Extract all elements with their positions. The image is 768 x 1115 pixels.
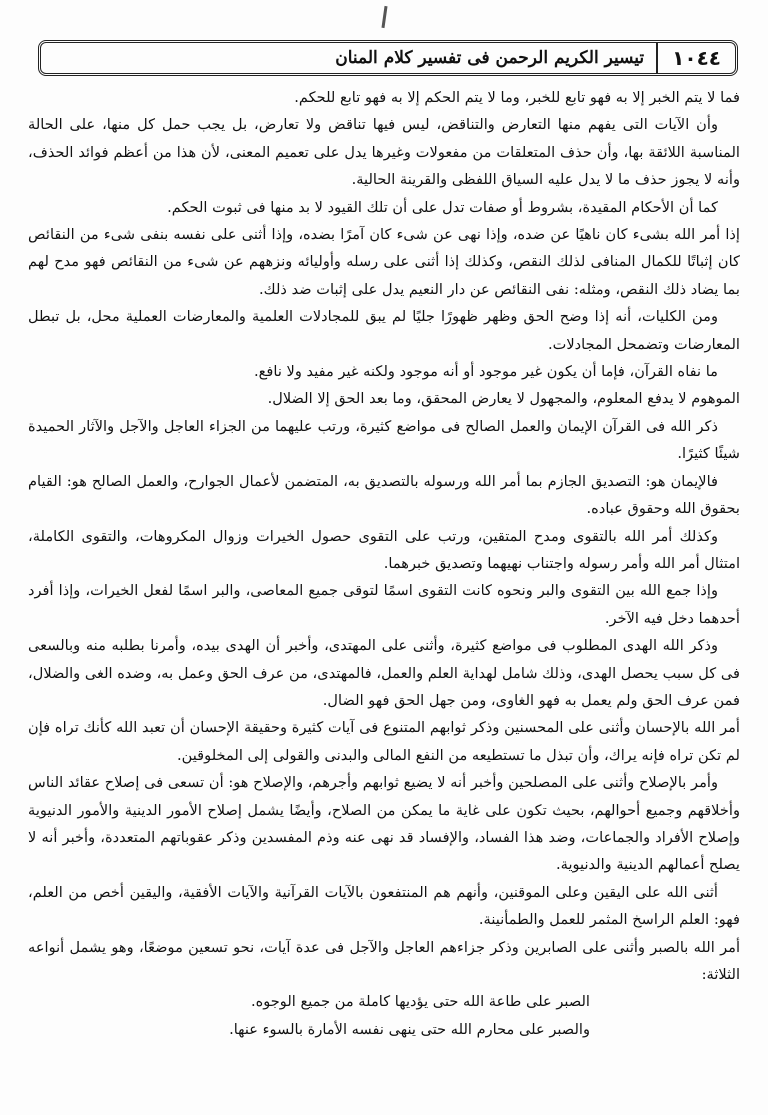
paragraph: وكذلك أمر الله بالتقوى ومدح المتقين، ورتب على التقوى حصول الخيرات وزوال المكروهات، والتقوى الكاملة، امتثال أمر الله وأمر رسوله واجتناب نهيهما وتصديق خبرهما. (28, 527, 740, 572)
paragraph: وإذا جمع الله بين التقوى والبر ونحوه كانت التقوى اسمًا لتوقى جميع المعاصى، والبر اسمًا لفعل الخيرات، وإذا أفرد أحدهما دخل فيه الآخر. (28, 582, 740, 627)
paragraph: وذكر الله الهدى المطلوب فى مواضع كثيرة، وأثنى على المهتدى، وأخبر أن الهدى بيده، وأمرنا بطلبه منه وبالسعى فى كل سبب يحصل الهدى، وذلك شامل لهداية العلم والعمل، فالمهتدى، من عرف الحق وعمل به، وضده الغى والضلال، فمن عرف الحق ولم يعمل به فهو الغاوى، ومن جهل الحق فهو الضال. (28, 637, 740, 709)
paragraph: وأن الآيات التى يفهم منها التعارض والتناقض، ليس فيها تناقض ولا تعارض، بل يجب حمل كل منها، على الحالة المناسبة اللائقة بها، وأن حذف المتعلقات من مفعولات وغيرها يدل على تعميم المعنى، لأن هذا من أعظم فوائد الحذف، وأنه لا يجوز حذف ما لا يدل عليه السياق اللفظى والقرينة الحالية. (28, 116, 740, 189)
paragraph: إذا أمر الله بشىء كان ناهيًا عن ضده، وإذا نهى عن شىء كان آمرًا بضده، وإذا أثنى على نفسه بنفى شىء من النقائص كان إثباتًا للكمال المنافى لذلك النقص، وكذلك إذا أثنى على رسله وأوليائه ونزههم عن شىء من النقائص فهو مدح لهم بما يضاد ذلك النقص، ومثله: نفى النقائص عن دار النعيم يدل على إثبات ضد ذلك. (28, 226, 740, 298)
paragraph: أثنى الله على اليقين وعلى الموقنين، وأنهم هم المنتفعون بالآيات القرآنية والآيات الأفقية، واليقين أخص من العلم، فهو: العلم الراسخ المثمر للعمل والطمأنينة. (28, 883, 740, 929)
paragraph: وأمر بالإصلاح وأثنى على المصلحين وأخبر أنه لا يضيع ثوابهم وأجرهم، والإصلاح هو: أن تسعى فى إصلاح عقائد الناس وأخلاقهم وجميع أحوالهم، بحيث تكون على غاية ما يمكن من الصلاح، وأيضًا يشمل إصلاح الأمور الدينية والأمور الدنيوية وإصلاح الأفراد والجماعات، وضد هذا الفساد، والإفساد قد نهى عنه وذم المفسدين وذكر عقوباتهم المتعددة، وأخبر أنه لا يصلح أعمالهم الدينية والدنيوية. (28, 774, 740, 874)
paragraph: ما نفاه القرآن، فإما أن يكون غير موجود أو أنه موجود ولكنه غير مفيد ولا نافع. (254, 363, 718, 381)
page-number: ١٠٤٤ (656, 43, 721, 73)
paragraph: أمر الله بالإحسان وأثنى على المحسنين وذكر ثوابهم المتنوع فى آيات كثيرة وحقيقة الإحسان أن تعبد الله كأنك تراه فإن لم تكن تراه فإنه يراك، وأن تبذل ما تستطيعه من النفع المالى والبدنى والقولى إلى المخلوقين. (28, 719, 740, 764)
paragraph: كما أن الأحكام المقيدة، بشروط أو صفات تدل على أن تلك القيود لا بد منها فى ثبوت الحكم. (167, 198, 718, 216)
verse-line: والصبر على محارم الله حتى ينهى نفسه الأمارة بالسوء عنها. (229, 1020, 590, 1038)
paragraph: أمر الله بالصبر وأثنى على الصابرين وذكر جزاءهم العاجل والآجل فى عدة آيات، نحو تسعين موضعًا، وهو يشمل أنواعه الثلاثة: (28, 938, 740, 983)
scan-mark (381, 6, 387, 28)
page-header (38, 40, 738, 76)
paragraph: ومن الكليات، أنه إذا وضح الحق وظهر ظهورًا جليًا لم يبق للمجادلات العلمية والمعارضات العملية محل، بل تبطل المعارضات وتضمحل المجادلات. (28, 308, 740, 353)
book-title: تيسير الكريم الرحمن فى تفسير كلام المنان (335, 48, 645, 68)
paragraph: الموهوم لا يدفع المعلوم، والمجهول لا يعارض المحقق، وما بعد الحق إلا الضلال. (267, 390, 740, 408)
paragraph: ذكر الله فى القرآن الإيمان والعمل الصالح فى مواضع كثيرة، ورتب عليهما من الجزاء العاجل والآجل والآثار الحميدة شيئًا كثيرًا. (28, 417, 740, 463)
paragraph: فالإيمان هو: التصديق الجازم بما أمر الله ورسوله بالتصديق به، المتضمن لأعمال الجوارح، والعمل الصالح هو: القيام بحقوق الله وحقوق عباده. (28, 472, 740, 518)
verse-line: الصبر على طاعة الله حتى يؤديها كاملة من جميع الوجوه. (250, 993, 590, 1011)
paragraph: فما لا يتم الخبر إلا به فهو تابع للخبر، وما لا يتم الحكم إلا به فهو تابع للحكم. (294, 89, 740, 106)
page-body (28, 84, 740, 1104)
